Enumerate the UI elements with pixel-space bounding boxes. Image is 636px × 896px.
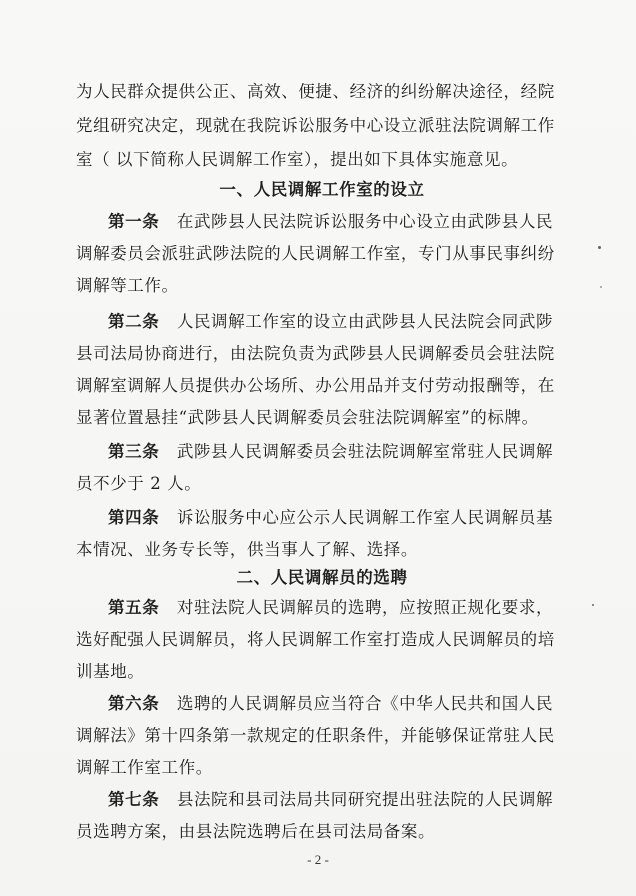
article-first-line	[108, 790, 568, 810]
article-line: 本情况、业务专长等，供当事人了解、选择。	[76, 540, 418, 559]
intro-line: 室（ 以下简称人民调解工作室），提出如下具体实施意见。	[76, 150, 519, 169]
scan-speck	[592, 604, 594, 606]
article-label: 第五条	[108, 598, 160, 617]
article-text: 县法院和县司法局共同研究提出驻法院的人民调解	[176, 790, 554, 809]
article-line: 员选聘方案，由县法院选聘后在县司法局备案。	[76, 822, 436, 841]
article-label: 第六条	[108, 694, 160, 713]
article-first-line	[108, 212, 568, 232]
article-label: 第四条	[108, 508, 160, 527]
article-line: 显著位置悬挂“武陟县人民调解委员会驻法院调解室”的标牌。	[76, 408, 539, 427]
article-text: 在武陟县人民法院诉讼服务中心设立由武陟县人民	[176, 212, 554, 231]
article-line: 调解法》第十四条第一款规定的任职条件，并能够保证常驻人民	[76, 726, 555, 745]
article-text: 武陟县人民调解委员会驻法院调解室常驻人民调解	[176, 442, 554, 461]
article-label: 第一条	[108, 212, 160, 231]
article-first-line	[108, 442, 568, 462]
section-heading: 一、人民调解工作室的设立	[219, 180, 425, 199]
article-first-line	[108, 312, 568, 332]
article-text: 诉讼服务中心应公示人民调解工作室人民调解员基	[176, 508, 554, 527]
intro-line: 为人民群众提供公正、高效、便捷、经济的纠纷解决途径，经院	[76, 82, 555, 101]
article-first-line	[108, 598, 568, 618]
article-first-line	[108, 694, 568, 714]
article-text: 选聘的人民调解员应当符合《中华人民共和国人民	[176, 694, 554, 713]
intro-line: 党组研究决定，现就在我院诉讼服务中心设立派驻法院调解工作	[76, 116, 555, 135]
article-line: 调解室调解人员提供办公场所、办公用品并支付劳动报酬等，在	[76, 376, 555, 395]
article-first-line	[108, 508, 568, 528]
article-line: 员不少于 2 人。	[76, 474, 202, 493]
article-line: 选好配强人民调解员，将人民调解工作室打造成人民调解员的培	[76, 630, 555, 649]
article-text: 对驻法院人民调解员的选聘，应按照正规化要求，	[176, 598, 554, 617]
article-line: 调解委员会派驻武陟法院的人民调解工作室，专门从事民事纠纷	[76, 244, 555, 263]
article-line: 调解工作室工作。	[76, 758, 213, 777]
article-label: 第二条	[108, 312, 160, 331]
article-label: 第三条	[108, 442, 160, 461]
section-heading: 二、人民调解员的选聘	[236, 568, 408, 587]
article-line: 调解等工作。	[76, 276, 179, 295]
scan-speck	[600, 286, 602, 288]
article-line: 县司法局协商进行，由法院负责为武陟县人民调解委员会驻法院	[76, 344, 555, 363]
article-label: 第七条	[108, 790, 160, 809]
page-number: - 2 -	[307, 852, 329, 867]
scan-speck	[598, 246, 601, 249]
article-line: 训基地。	[76, 662, 145, 681]
article-text: 人民调解工作室的设立由武陟县人民法院会同武陟	[176, 312, 554, 331]
